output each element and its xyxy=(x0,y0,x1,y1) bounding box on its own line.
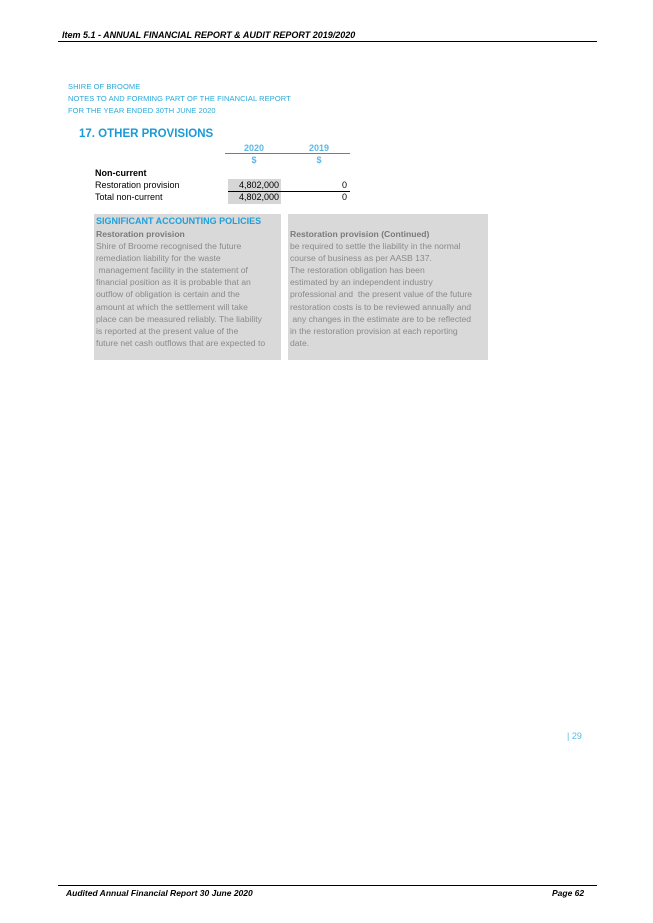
header-rule xyxy=(58,41,597,42)
policy-left-line: financial position as it is probable that an xyxy=(96,277,251,288)
policy-left-column xyxy=(96,228,265,349)
section-title: 17. OTHER PROVISIONS xyxy=(79,128,214,140)
org-notes-line: NOTES TO AND FORMING PART OF THE FINANCIAL REPORT xyxy=(68,94,291,103)
policy-left-line: management facility in the statement of xyxy=(96,265,248,276)
col-unit-2020: $ xyxy=(251,155,257,165)
row-value-2020-restoration: 4,802,000 xyxy=(238,180,279,190)
col-unit-2019: $ xyxy=(316,155,322,165)
report-header-title: Item 5.1 - ANNUAL FINANCIAL REPORT & AUDIT REPORT 2019/2020 xyxy=(62,30,356,40)
policy-left-line: future net cash outflows that are expected to xyxy=(96,337,266,348)
policy-left-line: is reported at the present value of the xyxy=(96,325,239,336)
policy-right-line: The restoration obligation has been xyxy=(290,265,425,276)
footer-report-title: Audited Annual Financial Report 30 June 2020 xyxy=(66,888,253,898)
policy-right-line: any changes in the estimate are to be reflected xyxy=(290,313,472,324)
row-value-2019-total: 0 xyxy=(341,192,347,202)
org-name: SHIRE OF BROOME xyxy=(68,82,141,91)
row-label-total: Total non-current xyxy=(95,192,163,202)
row-value-2019-restoration: 0 xyxy=(341,180,347,190)
policy-right-line: date. xyxy=(290,337,310,348)
policy-right-line: estimated by an independent industry xyxy=(290,277,433,288)
policy-right-title: Restoration provision (Continued) xyxy=(290,229,430,239)
row-value-2020-total: 4,802,000 xyxy=(238,192,279,202)
policy-right-line: restoration costs is to be reviewed annually and xyxy=(290,301,472,312)
policy-left-line: outflow of obligation is certain and the xyxy=(96,289,240,300)
policy-right-column xyxy=(290,228,472,349)
col-header-2019: 2019 xyxy=(308,143,330,153)
policy-left-line: remediation liability for the waste xyxy=(96,253,221,264)
footer-rule xyxy=(58,885,597,886)
policy-right-line: professional and the present value of the future xyxy=(290,289,473,300)
policy-right-line: in the restoration provision at each reporting xyxy=(290,325,458,336)
policies-heading: SIGNIFICANT ACCOUNTING POLICIES xyxy=(96,216,262,226)
col-header-rule xyxy=(225,153,350,154)
policy-left-line: Shire of Broome recognised the future xyxy=(96,241,242,252)
policy-right-line: course of business as per AASB 137. xyxy=(290,253,432,264)
footer-page-number: Page 62 xyxy=(552,888,585,898)
policy-left-title: Restoration provision xyxy=(96,229,185,239)
policy-left-line: place can be measured reliably. The liability xyxy=(96,313,262,324)
row-label-restoration: Restoration provision xyxy=(95,180,180,190)
policy-right-line: be required to settle the liability in the normal xyxy=(290,241,461,252)
group-label-noncurrent: Non-current xyxy=(95,168,147,178)
col-header-2020: 2020 xyxy=(243,143,265,153)
policy-left-line: amount at which the settlement will take xyxy=(96,301,248,312)
org-year-line: FOR THE YEAR ENDED 30TH JUNE 2020 xyxy=(68,106,216,115)
internal-page-number: | 29 xyxy=(567,731,582,741)
